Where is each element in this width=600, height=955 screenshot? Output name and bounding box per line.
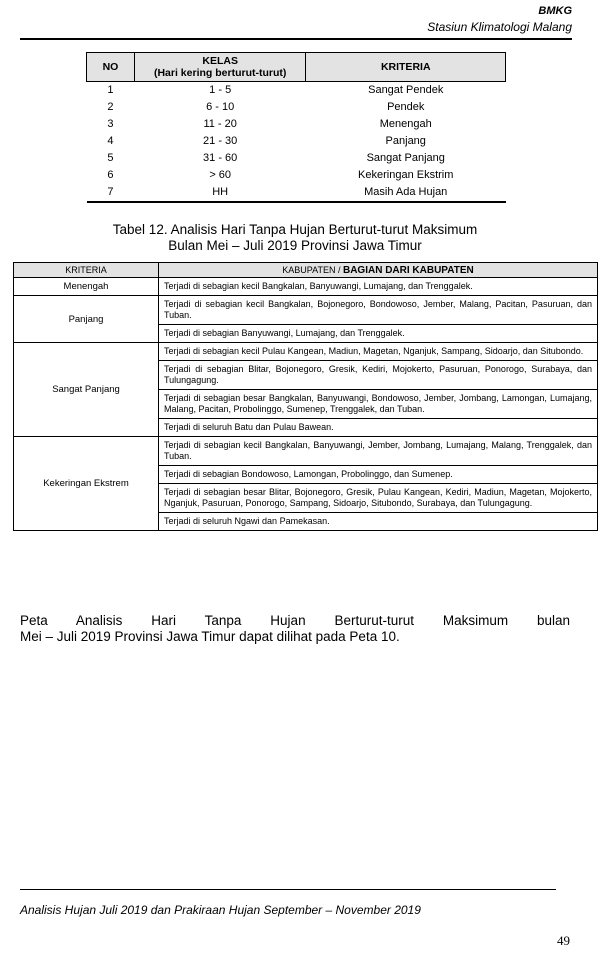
regency-description-cell: Terjadi di sebagian Blitar, Bojonegoro, Gresik, Kediri, Mojokerto, Pasuruan, Ponorogo, Surabaya, dan Tulungagung. (159, 361, 598, 390)
regency-description-cell: Terjadi di sebagian kecil Bangkalan, Banyuwangi, Jember, Jombang, Lumajang, Malang, Trenggalek, dan Tuban. (159, 437, 598, 466)
col-kelas-sub: (Hari kering berturut-turut) (153, 67, 287, 79)
classification-row (87, 184, 506, 202)
regency-description-cell: Terjadi di sebagian kecil Bangkalan, Banyuwangi, Lumajang, dan Trenggalek. (159, 278, 598, 296)
paragraph-line1: Peta Analisis Hari Tanpa Hujan Berturut-turut Maksimum bulan (20, 613, 570, 628)
classification-cell-kelas: > 60 (209, 169, 232, 181)
classification-cell-no: 2 (107, 101, 114, 113)
classification-cell-kriteria: Sangat Panjang (366, 152, 445, 164)
header-station: Stasiun Klimatologi Malang (427, 20, 572, 34)
classification-table-body (87, 82, 506, 203)
header-org: BMKG (538, 5, 572, 17)
classification-cell-kelas: HH (134, 184, 306, 202)
classification-cell-no: 4 (107, 135, 114, 147)
regency-description-cell: Terjadi di sebagian Bondowoso, Lamongan, Probolinggo, dan Sumenep. (159, 466, 598, 484)
classification-table-header (87, 53, 506, 82)
classification-row (87, 116, 506, 133)
regency-description-cell: Terjadi di sebagian kecil Pulau Kangean, Madiun, Magetan, Nganjuk, Sampang, Sidoarjo, dan Situbondo. (159, 343, 598, 361)
col-kelas-title: KELAS (202, 55, 238, 67)
classification-cell-kriteria: Sangat Pendek (368, 84, 444, 96)
col-no: NO (87, 53, 135, 82)
classification-row (87, 167, 506, 184)
col-kelas (134, 53, 306, 82)
paragraph-line2: Mei – Juli 2019 Provinsi Jawa Timur dapat dilihat pada Peta 10. (20, 629, 400, 644)
criteria-cell: Sangat Panjang (14, 343, 159, 437)
analysis-row (14, 296, 598, 325)
analysis-table-header (14, 263, 598, 278)
col-criteria: KRITERIA (14, 263, 159, 278)
classification-row (87, 150, 506, 167)
classification-cell-no: 3 (107, 118, 114, 130)
col-regency (159, 263, 598, 278)
classification-cell-kriteria: Panjang (385, 135, 426, 147)
classification-cell-kelas: 11 - 20 (203, 118, 237, 130)
analysis-row (14, 343, 598, 361)
classification-cell-kriteria: Menengah (379, 118, 432, 130)
table-caption-line1: Tabel 12. Analisis Hari Tanpa Hujan Berturut-turut Maksimum (112, 222, 478, 237)
analysis-table-body (14, 278, 598, 531)
body-paragraph (20, 613, 570, 645)
classification-cell-kriteria: Kekeringan Ekstrim (358, 169, 454, 181)
regency-description-cell: Terjadi di sebagian besar Bangkalan, Banyuwangi, Bondowoso, Jember, Jombang, Lamongan, Lumajang, Malang, Pacitan, Probolinggo, Sumenep, Trenggalek, dan Tuban. (159, 390, 598, 419)
header-divider (20, 38, 572, 40)
classification-row (87, 99, 506, 116)
classification-cell-no: 7 (87, 184, 135, 202)
col-kriteria: KRITERIA (306, 53, 506, 82)
classification-cell-no: 6 (107, 169, 114, 181)
table-caption-line2: Bulan Mei – Juli 2019 Provinsi Jawa Timur (168, 238, 422, 253)
classification-row (87, 82, 506, 100)
analysis-row (14, 278, 598, 296)
regency-description-cell: Terjadi di sebagian besar Blitar, Bojonegoro, Gresik, Pulau Kangean, Kediri, Madiun, Magetan, Mojokerto, Nganjuk, Pasuruan, Ponorogo, Sampang, Sidoarjo, Situbondo, Surabaya, dan Tulungagung. (159, 484, 598, 513)
classification-cell-kelas: 1 - 5 (209, 84, 232, 96)
regency-description-cell: Terjadi di sebagian Banyuwangi, Lumajang, dan Trenggalek. (159, 325, 598, 343)
classification-cell-kelas: 6 - 10 (206, 101, 235, 113)
classification-row (87, 133, 506, 150)
col-regency-label: KABUPATEN / (282, 264, 343, 275)
regency-description-cell: Terjadi di sebagian kecil Bangkalan, Bojonegoro, Bondowoso, Jember, Malang, Pacitan, Pasuruan, dan Tuban. (159, 296, 598, 325)
criteria-cell: Menengah (14, 278, 159, 296)
regency-description-cell: Terjadi di seluruh Ngawi dan Pamekasan. (159, 513, 598, 531)
classification-cell-no: 1 (107, 84, 114, 96)
criteria-cell: Panjang (14, 296, 159, 343)
classification-cell-kelas: 21 - 30 (203, 135, 238, 147)
classification-cell-kelas: 31 - 60 (203, 152, 238, 164)
analysis-table (13, 262, 598, 531)
page-number: 49 (557, 933, 570, 948)
classification-table (86, 52, 506, 203)
criteria-cell: Kekeringan Ekstrem (14, 437, 159, 531)
classification-cell-no: 5 (107, 152, 114, 164)
col-regency-part-label: BAGIAN DARI KABUPATEN (342, 264, 474, 276)
classification-cell-kriteria: Pendek (387, 101, 425, 113)
footer-text: Analisis Hujan Juli 2019 dan Prakiraan Hujan September – November 2019 (20, 903, 421, 917)
regency-description-cell: Terjadi di seluruh Batu dan Pulau Bawean. (159, 419, 598, 437)
footer-divider (20, 889, 556, 890)
classification-cell-kriteria: Masih Ada Hujan (306, 184, 506, 202)
analysis-row (14, 437, 598, 466)
